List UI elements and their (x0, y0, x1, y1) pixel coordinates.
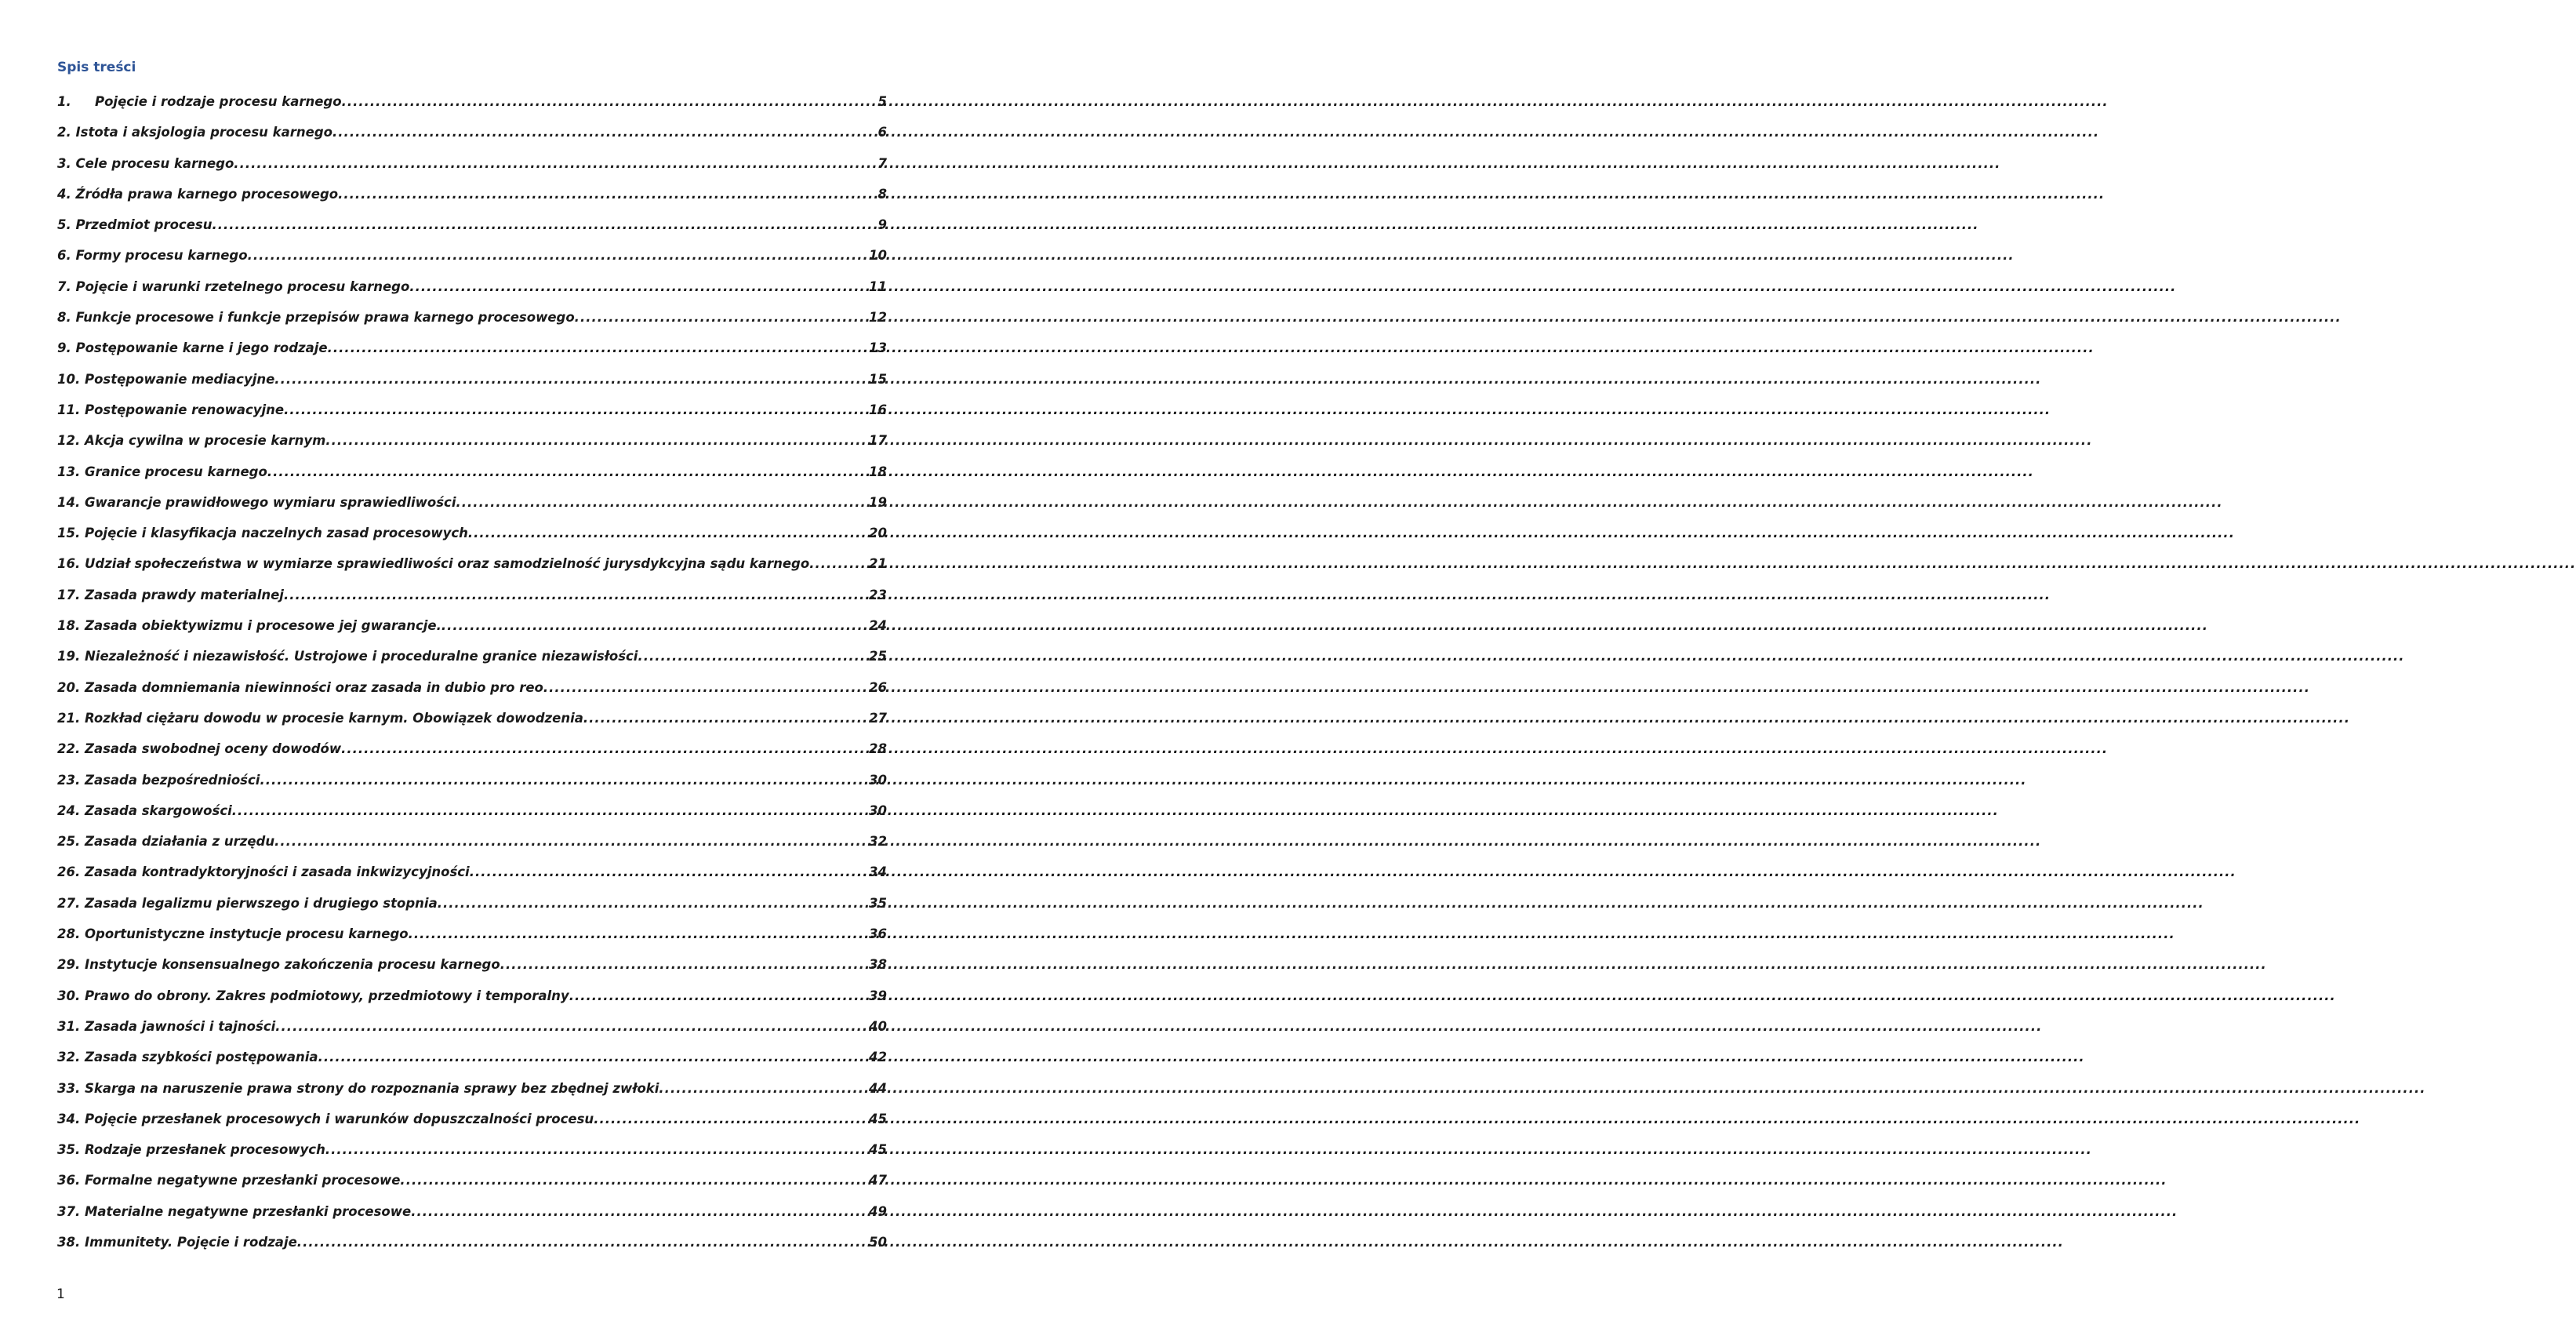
toc-dot-leader (409, 271, 868, 302)
toc-entry-label (57, 86, 342, 117)
toc-entry-label (57, 240, 248, 271)
toc-entry-page: 38 (869, 957, 887, 973)
toc-entry-page: 30 (869, 802, 887, 818)
toc-entry-number: 9. (57, 340, 71, 356)
toc-entry-title: Zasada jawności i tajności (84, 1018, 276, 1034)
toc-entry-label (57, 179, 338, 209)
toc-entry-title: Pojęcie i klasyfikacja naczelnych zasad procesowych (84, 526, 468, 541)
toc-dot-leader (338, 179, 877, 209)
toc-entry-page: 17 (869, 433, 887, 449)
toc-entry[interactable] (57, 888, 887, 919)
toc-entry-number: 33. (57, 1080, 81, 1096)
toc-entry[interactable] (57, 610, 887, 641)
toc-entry[interactable] (57, 1042, 887, 1072)
toc-entry-page: 30 (869, 772, 887, 788)
toc-entry-number: 7. (57, 278, 71, 294)
toc-dot-leader (332, 117, 877, 147)
toc-entry-page: 11 (869, 278, 887, 294)
toc-entry[interactable] (57, 765, 887, 795)
toc-entry-page: 20 (869, 526, 887, 541)
toc-entry-number: 1. (57, 94, 71, 109)
toc-dot-leader (328, 333, 868, 363)
toc-entry[interactable] (57, 487, 887, 518)
toc-entry-label (57, 457, 267, 487)
toc-entry-title: Zasada obiektywizmu i procesowe jej gwarancje. (84, 618, 441, 634)
toc-entry-label (57, 981, 569, 1011)
toc-entry[interactable] (57, 148, 887, 179)
toc-dot-leader (275, 1011, 868, 1042)
toc-entry-label (57, 548, 809, 579)
toc-entry[interactable] (57, 949, 887, 980)
toc-entry-label (57, 919, 409, 949)
toc-entry-label (57, 1104, 594, 1134)
toc-entry-title: Zasada domniemania niewinności oraz zasada in dubio pro reo (84, 679, 543, 695)
toc-entry-number: 8. (57, 310, 71, 326)
toc-entry-page: 44 (869, 1080, 887, 1096)
toc-entry-title: Rozkład ciężaru dowodu w procesie karnym. Obowiązek dowodzenia (84, 710, 583, 726)
toc-entry-page: 28 (869, 741, 887, 757)
toc-entry[interactable] (57, 1165, 887, 1196)
toc-entry[interactable] (57, 117, 887, 147)
toc-entry-page: 9 (877, 217, 887, 233)
toc-entry-number: 34. (57, 1111, 81, 1126)
toc-dot-leader (248, 240, 868, 271)
toc-entry-label (57, 395, 284, 425)
toc-entry-number: 20. (57, 679, 81, 695)
toc-entry-title: Formy procesu karnego (75, 248, 248, 264)
toc-entry-label (57, 765, 260, 795)
toc-entry-page: 34 (869, 864, 887, 880)
toc-dot-leader (342, 86, 877, 117)
toc-entry-page: 24 (869, 618, 887, 634)
toc-entry-page: 6 (877, 125, 887, 140)
toc-entry-number: 29. (57, 957, 81, 973)
toc-entry[interactable] (57, 981, 887, 1011)
toc-entry-title: Pojęcie i rodzaje procesu karnego (95, 94, 342, 109)
toc-heading: Spis treści (57, 60, 136, 75)
toc-entry[interactable] (57, 1011, 887, 1042)
toc-entry[interactable] (57, 641, 887, 671)
toc-entry-number: 35. (57, 1142, 81, 1158)
toc-entry[interactable] (57, 580, 887, 610)
toc-entry-label (57, 641, 638, 671)
document-page (0, 0, 941, 1332)
toc-entry-title: Zasada działania z urzędu (84, 834, 275, 850)
toc-entry-page: 40 (869, 1018, 887, 1034)
toc-entry[interactable] (57, 1104, 887, 1134)
toc-entry-number: 23. (57, 772, 81, 788)
toc-dot-leader (232, 795, 868, 826)
toc-entry-number: 6. (57, 248, 71, 264)
toc-entry[interactable] (57, 1227, 887, 1257)
toc-dot-leader (575, 302, 868, 333)
toc-dot-leader (594, 1104, 868, 1134)
toc-dot-leader (400, 1165, 868, 1196)
toc-entry[interactable] (57, 548, 887, 579)
toc-dot-leader (318, 1042, 868, 1072)
toc-dot-leader (274, 364, 868, 395)
toc-entry-page: 27 (869, 710, 887, 726)
toc-entry-number: 27. (57, 895, 81, 911)
toc-entry-label (57, 1196, 411, 1227)
toc-entry-number: 18. (57, 618, 81, 634)
toc-dot-leader (411, 1196, 868, 1227)
toc-entry[interactable] (57, 703, 887, 733)
toc-entry-title: Niezależność i niezawisłość. Ustrojowe i proceduralne granice niezawisłości (84, 649, 638, 664)
toc-dot-leader (212, 209, 877, 240)
toc-entry-label (57, 209, 212, 240)
toc-entry-page: 8 (877, 186, 887, 202)
toc-dot-leader (569, 981, 868, 1011)
toc-entry-label (57, 949, 500, 980)
toc-entry-title: Zasada swobodnej oceny dowodów (84, 741, 342, 757)
toc-entry-label (57, 1011, 275, 1042)
toc-entry-label (57, 610, 441, 641)
toc-entry[interactable] (57, 271, 887, 302)
toc-dot-leader (409, 919, 868, 949)
toc-entry-number: 24. (57, 802, 81, 818)
toc-entry-number: 21. (57, 710, 81, 726)
toc-entry-title: Skarga na naruszenie prawa strony do rozpoznania sprawy bez zbędnej zwłoki (84, 1080, 659, 1096)
toc-entry-number: 14. (57, 494, 81, 510)
toc-entry-label (57, 703, 583, 733)
toc-dot-leader (284, 580, 868, 610)
toc-dot-leader (441, 610, 868, 641)
toc-entry-title: Akcja cywilna w procesie karnym (84, 433, 326, 449)
toc-entry-number: 30. (57, 988, 81, 1003)
toc-dot-leader (583, 703, 868, 733)
toc-dot-leader (325, 425, 868, 456)
toc-entry-page: 32 (869, 834, 887, 850)
toc-entry[interactable] (57, 425, 887, 456)
toc-entry-number: 38. (57, 1234, 81, 1250)
page-number: 1 (56, 1287, 65, 1302)
toc-entry-page: 49 (869, 1203, 887, 1219)
toc-entry[interactable] (57, 672, 887, 703)
toc-entry[interactable] (57, 795, 887, 826)
toc-entry-page: 26 (869, 679, 887, 695)
toc-entry-label (57, 333, 328, 363)
toc-entry-number: 11. (57, 402, 81, 417)
toc-entry-number: 4. (57, 186, 71, 202)
toc-entry-number: 36. (57, 1173, 81, 1188)
toc-entry-title: Zasada szybkości postępowania (84, 1050, 318, 1065)
toc-entry-label (57, 518, 468, 548)
toc-entry-page: 50 (869, 1234, 887, 1250)
toc-entry-number: 10. (57, 371, 81, 387)
toc-entry-title: Pojęcie przesłanek procesowych i warunków dopuszczalności procesu (84, 1111, 594, 1126)
toc-entry-title: Zasada prawdy materialnej (84, 587, 284, 602)
toc-entry[interactable] (57, 395, 887, 425)
toc-entry[interactable] (57, 457, 887, 487)
toc-entry-title: Immunitety. Pojęcie i rodzaje (84, 1234, 297, 1250)
toc-entry[interactable] (57, 826, 887, 857)
toc-entry-title: Funkcje procesowe i funkcje przepisów prawa karnego procesowego (75, 310, 575, 326)
toc-dot-leader (297, 1227, 868, 1257)
toc-entry-page: 45 (869, 1142, 887, 1158)
toc-entry-label (57, 117, 332, 147)
toc-entry-title: Zasada legalizmu pierwszego i drugiego stopnia (84, 895, 438, 911)
toc-entry-label (57, 888, 438, 919)
toc-entry[interactable] (57, 919, 887, 949)
toc-entry-number: 28. (57, 926, 81, 942)
toc-dot-leader (341, 733, 868, 764)
toc-entry[interactable] (57, 1196, 887, 1227)
toc-entry-title: Formalne negatywne przesłanki procesowe (84, 1173, 401, 1188)
toc-entry-label (57, 857, 470, 887)
toc-dot-leader (274, 826, 868, 857)
toc-entry-page: 45 (869, 1111, 887, 1126)
toc-entry-title: Postępowanie renowacyjne (84, 402, 285, 417)
toc-entry-number: 26. (57, 864, 81, 880)
toc-entry-page: 13 (869, 340, 887, 356)
toc-entry[interactable] (57, 518, 887, 548)
toc-dot-leader (500, 949, 868, 980)
toc-entry-title: Postępowanie karne i jego rodzaje (75, 340, 328, 356)
toc-entry-title: Postępowanie mediacyjne (84, 371, 275, 387)
toc-entry-number: 25. (57, 834, 81, 850)
toc-entry-label (57, 672, 543, 703)
toc-entry[interactable] (57, 1134, 887, 1165)
toc-entry-page: 10 (869, 248, 887, 264)
toc-entry-label (57, 1073, 659, 1104)
toc-entry-title: Gwarancje prawidłowego wymiaru sprawiedliwości (84, 494, 456, 510)
toc-entry-label (57, 1042, 318, 1072)
toc-entry-page: 16 (869, 402, 887, 417)
table-of-contents (57, 86, 887, 1257)
toc-entry[interactable] (57, 364, 887, 395)
toc-entry-label (57, 302, 575, 333)
toc-dot-leader (468, 518, 868, 548)
toc-entry-page: 39 (869, 988, 887, 1003)
toc-entry[interactable] (57, 302, 887, 333)
toc-entry[interactable] (57, 733, 887, 764)
toc-entry-title: Zasada skargowości (84, 802, 232, 818)
toc-entry-label (57, 580, 284, 610)
toc-entry-page: 21 (869, 556, 887, 572)
toc-entry-page: 36 (869, 926, 887, 942)
toc-entry-page: 35 (869, 895, 887, 911)
toc-entry-label (57, 271, 409, 302)
toc-dot-leader (809, 548, 868, 579)
toc-entry-title: Źródła prawa karnego procesowego (75, 186, 339, 202)
toc-entry-number: 22. (57, 741, 81, 757)
toc-entry-number: 5. (57, 217, 71, 233)
toc-entry-page: 18 (869, 464, 887, 479)
toc-entry-title: Cele procesu karnego (75, 155, 234, 171)
toc-entry-number: 32. (57, 1050, 81, 1065)
toc-entry[interactable] (57, 86, 887, 117)
toc-entry-label (57, 425, 325, 456)
toc-entry-page: 15 (869, 371, 887, 387)
toc-entry-number: 37. (57, 1203, 81, 1219)
toc-dot-leader (543, 672, 868, 703)
toc-dot-leader (325, 1134, 868, 1165)
toc-entry-title: Prawo do obrony. Zakres podmiotowy, przedmiotowy i temporalny (84, 988, 569, 1003)
toc-entry-title: Zasada kontradyktoryjności i zasada inkwizycyjności (84, 864, 470, 880)
toc-entry-label (57, 733, 341, 764)
toc-entry-number: 2. (57, 125, 71, 140)
toc-entry-title: Oportunistyczne instytucje procesu karnego (84, 926, 409, 942)
toc-entry-page: 23 (869, 587, 887, 602)
toc-entry-page: 7 (877, 155, 887, 171)
toc-entry-number: 17. (57, 587, 81, 602)
toc-dot-leader (456, 487, 869, 518)
toc-entry-page: 42 (869, 1050, 887, 1065)
toc-dot-leader (267, 457, 868, 487)
toc-dot-leader (234, 148, 877, 179)
toc-entry-page: 47 (869, 1173, 887, 1188)
toc-entry[interactable] (57, 209, 887, 240)
toc-entry-page: 25 (869, 649, 887, 664)
toc-entry-label (57, 364, 274, 395)
toc-entry[interactable] (57, 1073, 887, 1104)
toc-entry-number: 13. (57, 464, 81, 479)
toc-entry-page: 5 (877, 94, 887, 109)
toc-entry-title: Rodzaje przesłanek procesowych (84, 1142, 325, 1158)
toc-entry-number: 31. (57, 1018, 81, 1034)
toc-entry-title: Pojęcie i warunki rzetelnego procesu karnego (75, 278, 410, 294)
toc-entry[interactable] (57, 240, 887, 271)
toc-entry-number: 3. (57, 155, 71, 171)
toc-entry-label (57, 148, 234, 179)
toc-dot-leader (438, 888, 868, 919)
toc-entry[interactable] (57, 857, 887, 887)
toc-entry-label (57, 795, 232, 826)
toc-dot-leader (284, 395, 868, 425)
toc-entry-title: Zasada bezpośredniości (84, 772, 260, 788)
toc-dot-leader (470, 857, 868, 887)
toc-entry-number: 19. (57, 649, 81, 664)
toc-entry-number: 15. (57, 526, 81, 541)
toc-entry-page: 12 (869, 310, 887, 326)
toc-dot-leader (638, 641, 868, 671)
toc-entry-label (57, 1134, 325, 1165)
toc-entry-label (57, 1227, 297, 1257)
toc-entry-label (57, 1165, 400, 1196)
toc-entry-title: Istota i aksjologia procesu karnego (75, 125, 333, 140)
toc-entry-title: Udział społeczeństwa w wymiarze sprawiedliwości oraz samodzielność jurysdykcyjna sądu karnego (84, 556, 810, 572)
toc-entry-title: Granice procesu karnego (84, 464, 267, 479)
toc-entry-label (57, 826, 274, 857)
toc-entry-label (57, 487, 456, 518)
toc-entry-page: 19 (869, 494, 887, 510)
toc-entry-title: Instytucje konsensualnego zakończenia procesu karnego (84, 957, 500, 973)
toc-dot-leader (659, 1073, 868, 1104)
toc-entry-number: 16. (57, 556, 81, 572)
toc-entry[interactable] (57, 333, 887, 363)
toc-entry[interactable] (57, 179, 887, 209)
toc-entry-title: Przedmiot procesu (75, 217, 213, 233)
toc-dot-leader (260, 765, 868, 795)
toc-entry-title: Materialne negatywne przesłanki procesowe (84, 1203, 412, 1219)
toc-entry-number: 12. (57, 433, 81, 449)
